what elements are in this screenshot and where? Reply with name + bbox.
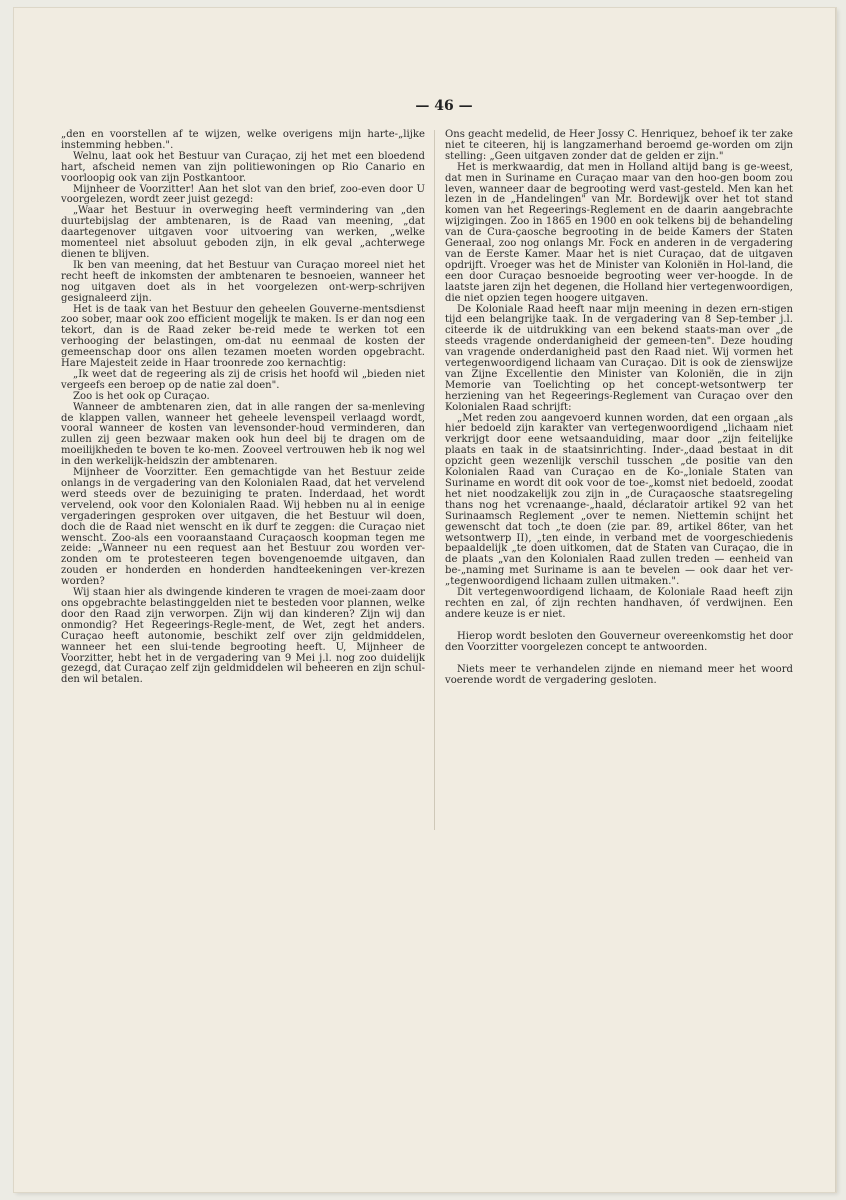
paragraph: Wij staan hier als dwingende kinderen te vragen de moei-zaam door ons opgebrachte belastinggelden niet te besteden voor plannen, welke door den Raad zijn verworpen. Zijn wij dan kinderen? Zijn wij dan onmondig? Het Regeerings-Regle-ment, de Wet, zegt het anders. Curaçao heeft autonomie, beschikt zelf over zijn geldmiddelen, wanneer het een slui-tende begrooting heeft. U, Mijnheer de Voorzitter, hebt het in de vergadering van 9 Mei j.l. nog zoo duidelijk gezegd, dat Curaçao zelf zijn geldmiddelen wil beheeren en zijn schul-den wil betalen.	[61, 587, 425, 686]
paragraph: Het is de taak van het Bestuur den geheelen Gouverne-mentsdienst zoo sober, maar ook zoo efficient mogelijk te maken. Is er dan nog een tekort, dan is de Raad zeker be-reid mede te werken tot een verhooging der belastingen, om-dat nu eenmaal de kosten der gemeenschap door ons allen tezamen moeten worden opgebracht. Hare Majesteit zeide in Haar troonrede zoo kernachtig:	[61, 303, 425, 370]
column-divider	[434, 130, 435, 830]
paragraph: Ik ben van meening, dat het Bestuur van Curaçao moreel niet het recht heeft de inkomsten der ambtenaren te besnoeien, wanneer het nog uitgaven doet als in het voorgelezen ont-werp-schrijven gesignaleerd zijn.	[61, 259, 425, 304]
paragraph: Zoo is het ook op Curaçao.	[73, 390, 210, 402]
page-number: — 46 —	[415, 98, 473, 114]
paragraph: Ons geacht medelid, de Heer Jossy C. Henriquez, behoef ik ter zake niet te citeeren, hij is langzamerhand beroemd ge-worden om zijn stelling: „Geen uitgaven zonder dat de gelden er zijn."	[445, 129, 793, 162]
quote-paragraph: „Ik weet dat de regeering als zij de crisis het hoofd wil „bieden niet vergeefs een beroep op de natie zal doen".	[61, 368, 425, 391]
page-edge	[835, 8, 836, 1192]
quote-paragraph: „Met reden zou aangevoerd kunnen worden, dat een orgaan „als hier bedoeld zijn karakter van vertegenwoordigend „lichaam niet verkrijgt door eene wetsaanduiding, maar door „zijn feitelijke plaats en taak in de staatsinrichting. Inder-„daad bestaat in dit opzicht geen wezenlijk verschil tusschen „de positie van den Kolonialen Raad van Curaçao en de Ko-„loniale Staten van Suriname en wordt dit ook voor de toe-„komst niet bedoeld, zoodat het niet noodzakelijk zou zijn in „de Curaçaosche staatsregeling thans nog het vcrenaange-„haald, déclaratoir artikel 92 van het Surinaamsch Reglement „over te nemen. Niettemin schijnt het gewenscht dat toch „te doen (zie par. 89, artikel 86ter, van het wetsontwerp II), „ten einde, in verband met de voorgeschiedenis bepaaldelijk „te doen uitkomen, dat de Staten van Curaçao, die in de plaats „van den Kolonialen Raad zullen treden — eenheid van be-„naming met Suriname is aan te bevelen — ook daar het ver-„tegenwoordigend lichaam zullen uitmaken.".	[445, 412, 793, 588]
paragraph: Mijnheer de Voorzitter. Een gemachtigde van het Bestuur zeide onlangs in de vergadering van den Kolonialen Raad, dat het vervelend werd steeds over de bezuiniging te praten. Inderdaad, het wordt vervelend, ook voor den Kolonialen Raad. Wij hebben nu al in eenige vergaderingen gesproken over uitgaven, die het Bestuur wil doen, doch die de Raad niet wenscht en ik durf te zeggen: die Curaçao niet wenscht. Zoo-als een vooraanstaand Curaçaosch koopman tegen me zeide: „Wanneer nu een request aan het Bestuur zou worden ver-zonden om te protesteeren tegen bovengenoemde uitgaven, dan zouden er honderden en honderden handteekeningen ver-krezen worden?	[61, 467, 425, 588]
closing-paragraph: Niets meer te verhandelen zijnde en niemand meer het woord voerende wordt de vergadering gesloten.	[445, 663, 793, 686]
paragraph: Mijnheer de Voorzitter! Aan het slot van den brief, zoo-even door U voorgelezen, wordt zeer juist gezegd:	[61, 183, 425, 206]
left-column	[61, 130, 425, 686]
paragraph: Welnu, laat ook het Bestuur van Curaçao, zij het met een bloedend hart, afscheid nemen van zijn politiewoningen op Rio Canario en voorloopig ook van zijn Postkantoor.	[61, 150, 425, 184]
quote-paragraph: „Waar het Bestuur in overweging heeft vermindering van „den duurtebijslag der ambtenaren, is de Raad van meening, „dat daartegenover uitgaven voor uitvoering van werken, „welke momenteel niet absoluut geboden zijn, in elk geval „achterwege dienen te blijven.	[61, 205, 425, 260]
paragraph: Het is merkwaardig, dat men in Holland altijd bang is ge-weest, dat men in Suriname en Curaçao maar van den hoo-gen boom zou leven, wanneer daar de begrooting werd vast-gesteld. Men kan het lezen in de „Handelingen" van Mr. Bordewijk over het tot stand komen van het Regeerings-Reglement en de daarin aangebrachte wijzigingen. Zoo in 1865 en 1900 en ook telkens bij de behandeling van de Cura-çaosche begrooting in de beide Kamers der Staten Generaal, zoo nog onlangs Mr. Fock en anderen in de vergadering van de Eerste Kamer. Maar het is niet Curaçao, dat de uitgaven opdrijft. Vroeger was het de Minister van Koloniën in Hol-land, die een door Curaçao besnoeide begrooting weer ver-hoogde. In de laatste jaren zijn het degenen, die Holland hier vertegenwoordigen, die niet opzien tegen hoogere uitgaven.	[445, 161, 793, 304]
resolution-paragraph: Hierop wordt besloten den Gouverneur overeenkomstig het door den Voorzitter voorgelezen concept te antwoorden.	[445, 630, 793, 653]
document-page	[14, 8, 836, 1192]
paragraph: Dit vertegenwoordigend lichaam, de Koloniale Raad heeft zijn rechten en zal, óf zijn rechten handhaven, óf verdwijnen. Een andere keuze is er niet.	[445, 587, 793, 620]
right-column	[445, 130, 793, 686]
paragraph: De Koloniale Raad heeft naar mijn meening in dezen ern-stigen tijd een belangrijke taak. In de vergadering van 8 Sep-tember j.l. citeerde ik de uitdrukking van een bekend staats-man over „de steeds vragende onderdanigheid der gemeen-ten". Deze houding van vragende onderdanigheid past den Raad niet. Wij vormen het vertegenwoordigend lichaam van Curaçao. Dit is ook de zienswijze van Zijne Excellentie den Minister van Koloniën, die in zijn Memorie van Toelichting op het concept-wetsontwerp ter herziening van het Regeerings-Reglement van Curaçao over den Kolonialen Raad schrijft:	[445, 303, 793, 413]
paragraph: „den en voorstellen af te wijzen, welke overigens mijn harte-„lijke instemming hebben.".	[61, 129, 425, 151]
paragraph: Wanneer de ambtenaren zien, dat in alle rangen der sa-menleving de klappen vallen, wanneer het geheele levenspeil verlaagd wordt, vooral wanneer de kosten van levensonder-houd verminderen, dan zullen zij geen bezwaar maken ook hun deel bij te dragen om de moeilijkheden te boven te ko-men. Zooveel vertrouwen heb ik nog wel in den werkelijk-heidszin der ambtenaren.	[61, 401, 425, 468]
